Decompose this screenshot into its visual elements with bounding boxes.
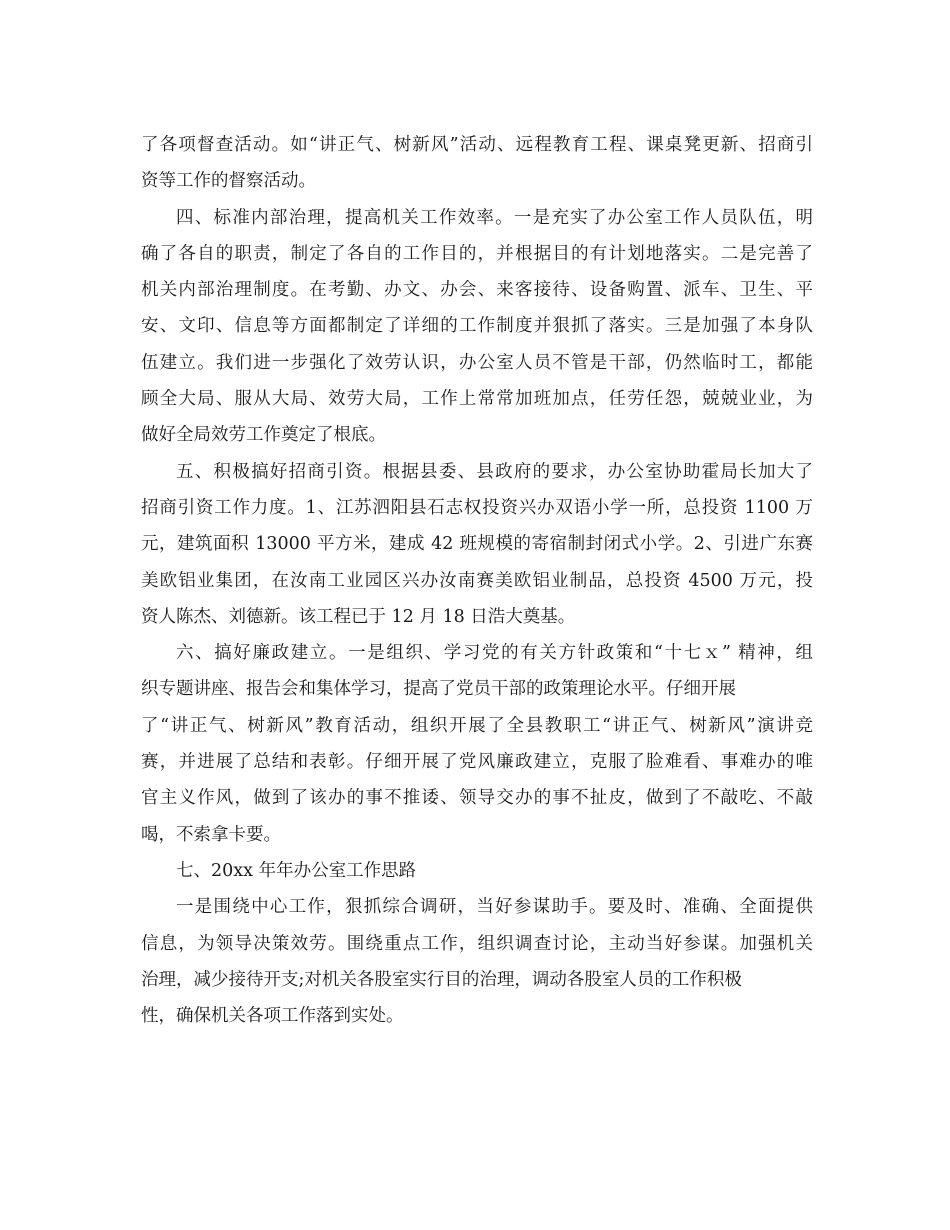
text-line: 一是围绕中心工作，狠抓综合调研，当好参谋助手。要及时、准确、全面提供 — [176, 897, 813, 918]
text-line: 顾全大局、服从大局、效劳大局，工作上常常加班加点，任劳任怨，兢兢业业，为 — [141, 389, 813, 410]
text-line: 了“讲正气、树新风”教育活动，组织开展了全县教职工“讲正气、树新风”演讲竞 — [141, 715, 813, 736]
text-line: 安、文印、信息等方面都制定了详细的工作制度并狠抓了落实。三是加强了本身队 — [141, 316, 813, 337]
text-line: 官主义作风，做到了该办的事不推诿、领导交办的事不扯皮，做到了不敲吃、不敲 — [141, 788, 813, 809]
text-line: 五、积极搞好招商引资。根据县委、县政府的要求，办公室协助霍局长加大了 — [176, 461, 813, 482]
text-line: 性，确保机关各项工作落到实处。 — [141, 1006, 404, 1027]
text-line: 治理，减少接待开支;对机关各股室实行目的治理，调动各股室人员的工作积极 — [141, 969, 742, 990]
text-line: 了各项督查活动。如“讲正气、树新风”活动、远程教育工程、课桌凳更新、招商引 — [141, 135, 813, 155]
text-line: 六、搞好廉政建立。一是组织、学习党的有关方针政策和“十七ｘ” 精神，组 — [176, 643, 813, 664]
text-line: 招商引资工作力度。1、江苏泗阳县石志权投资兴办双语小学一所，总投资 1100 万 — [141, 497, 813, 518]
text-line: 资人陈杰、刘德新。该工程已于 12 月 18 日浩大奠基。 — [141, 606, 576, 627]
text-line: 信息，为领导决策效劳。围绕重点工作，组织调查讨论，主动当好参谋。加强机关 — [141, 933, 813, 954]
text-line: 做好全局效劳工作奠定了根底。 — [141, 425, 386, 446]
body-text — [141, 127, 813, 1034]
text-line: 织专题讲座、报告会和集体学习，提高了党员干部的政策理论水平。仔细开展 — [141, 679, 736, 700]
text-line: 四、标准内部治理，提高机关工作效率。一是充实了办公室工作人员队伍，明 — [176, 207, 813, 228]
text-line: 喝，不索拿卡要。 — [141, 824, 281, 845]
text-line: 机关内部治理制度。在考勤、办文、办会、来客接待、设备购置、派车、卫生、平 — [141, 280, 813, 301]
text-line: 元，建筑面积 13000 平方米，建成 42 班规模的寄宿制封闭式小学。2、引进广东赛 — [141, 534, 813, 555]
text-line: 七、20xx 年年办公室工作思路 — [176, 860, 417, 881]
text-line: 赛，并进展了总结和表彰。仔细开展了党风廉政建立，克服了脸难看、事难办的唯 — [141, 752, 813, 773]
text-line: 美欧铝业集团，在汝南工业园区兴办汝南赛美欧铝业制品，总投资 4500 万元，投 — [141, 570, 813, 591]
text-line: 伍建立。我们进一步强化了效劳认识，办公室人员不管是干部，仍然临时工，都能 — [141, 352, 813, 373]
text-line: 确了各自的职责，制定了各自的工作目的，并根据目的有计划地落实。二是完善了 — [141, 243, 813, 264]
text-line: 资等工作的督察活动。 — [141, 171, 316, 192]
